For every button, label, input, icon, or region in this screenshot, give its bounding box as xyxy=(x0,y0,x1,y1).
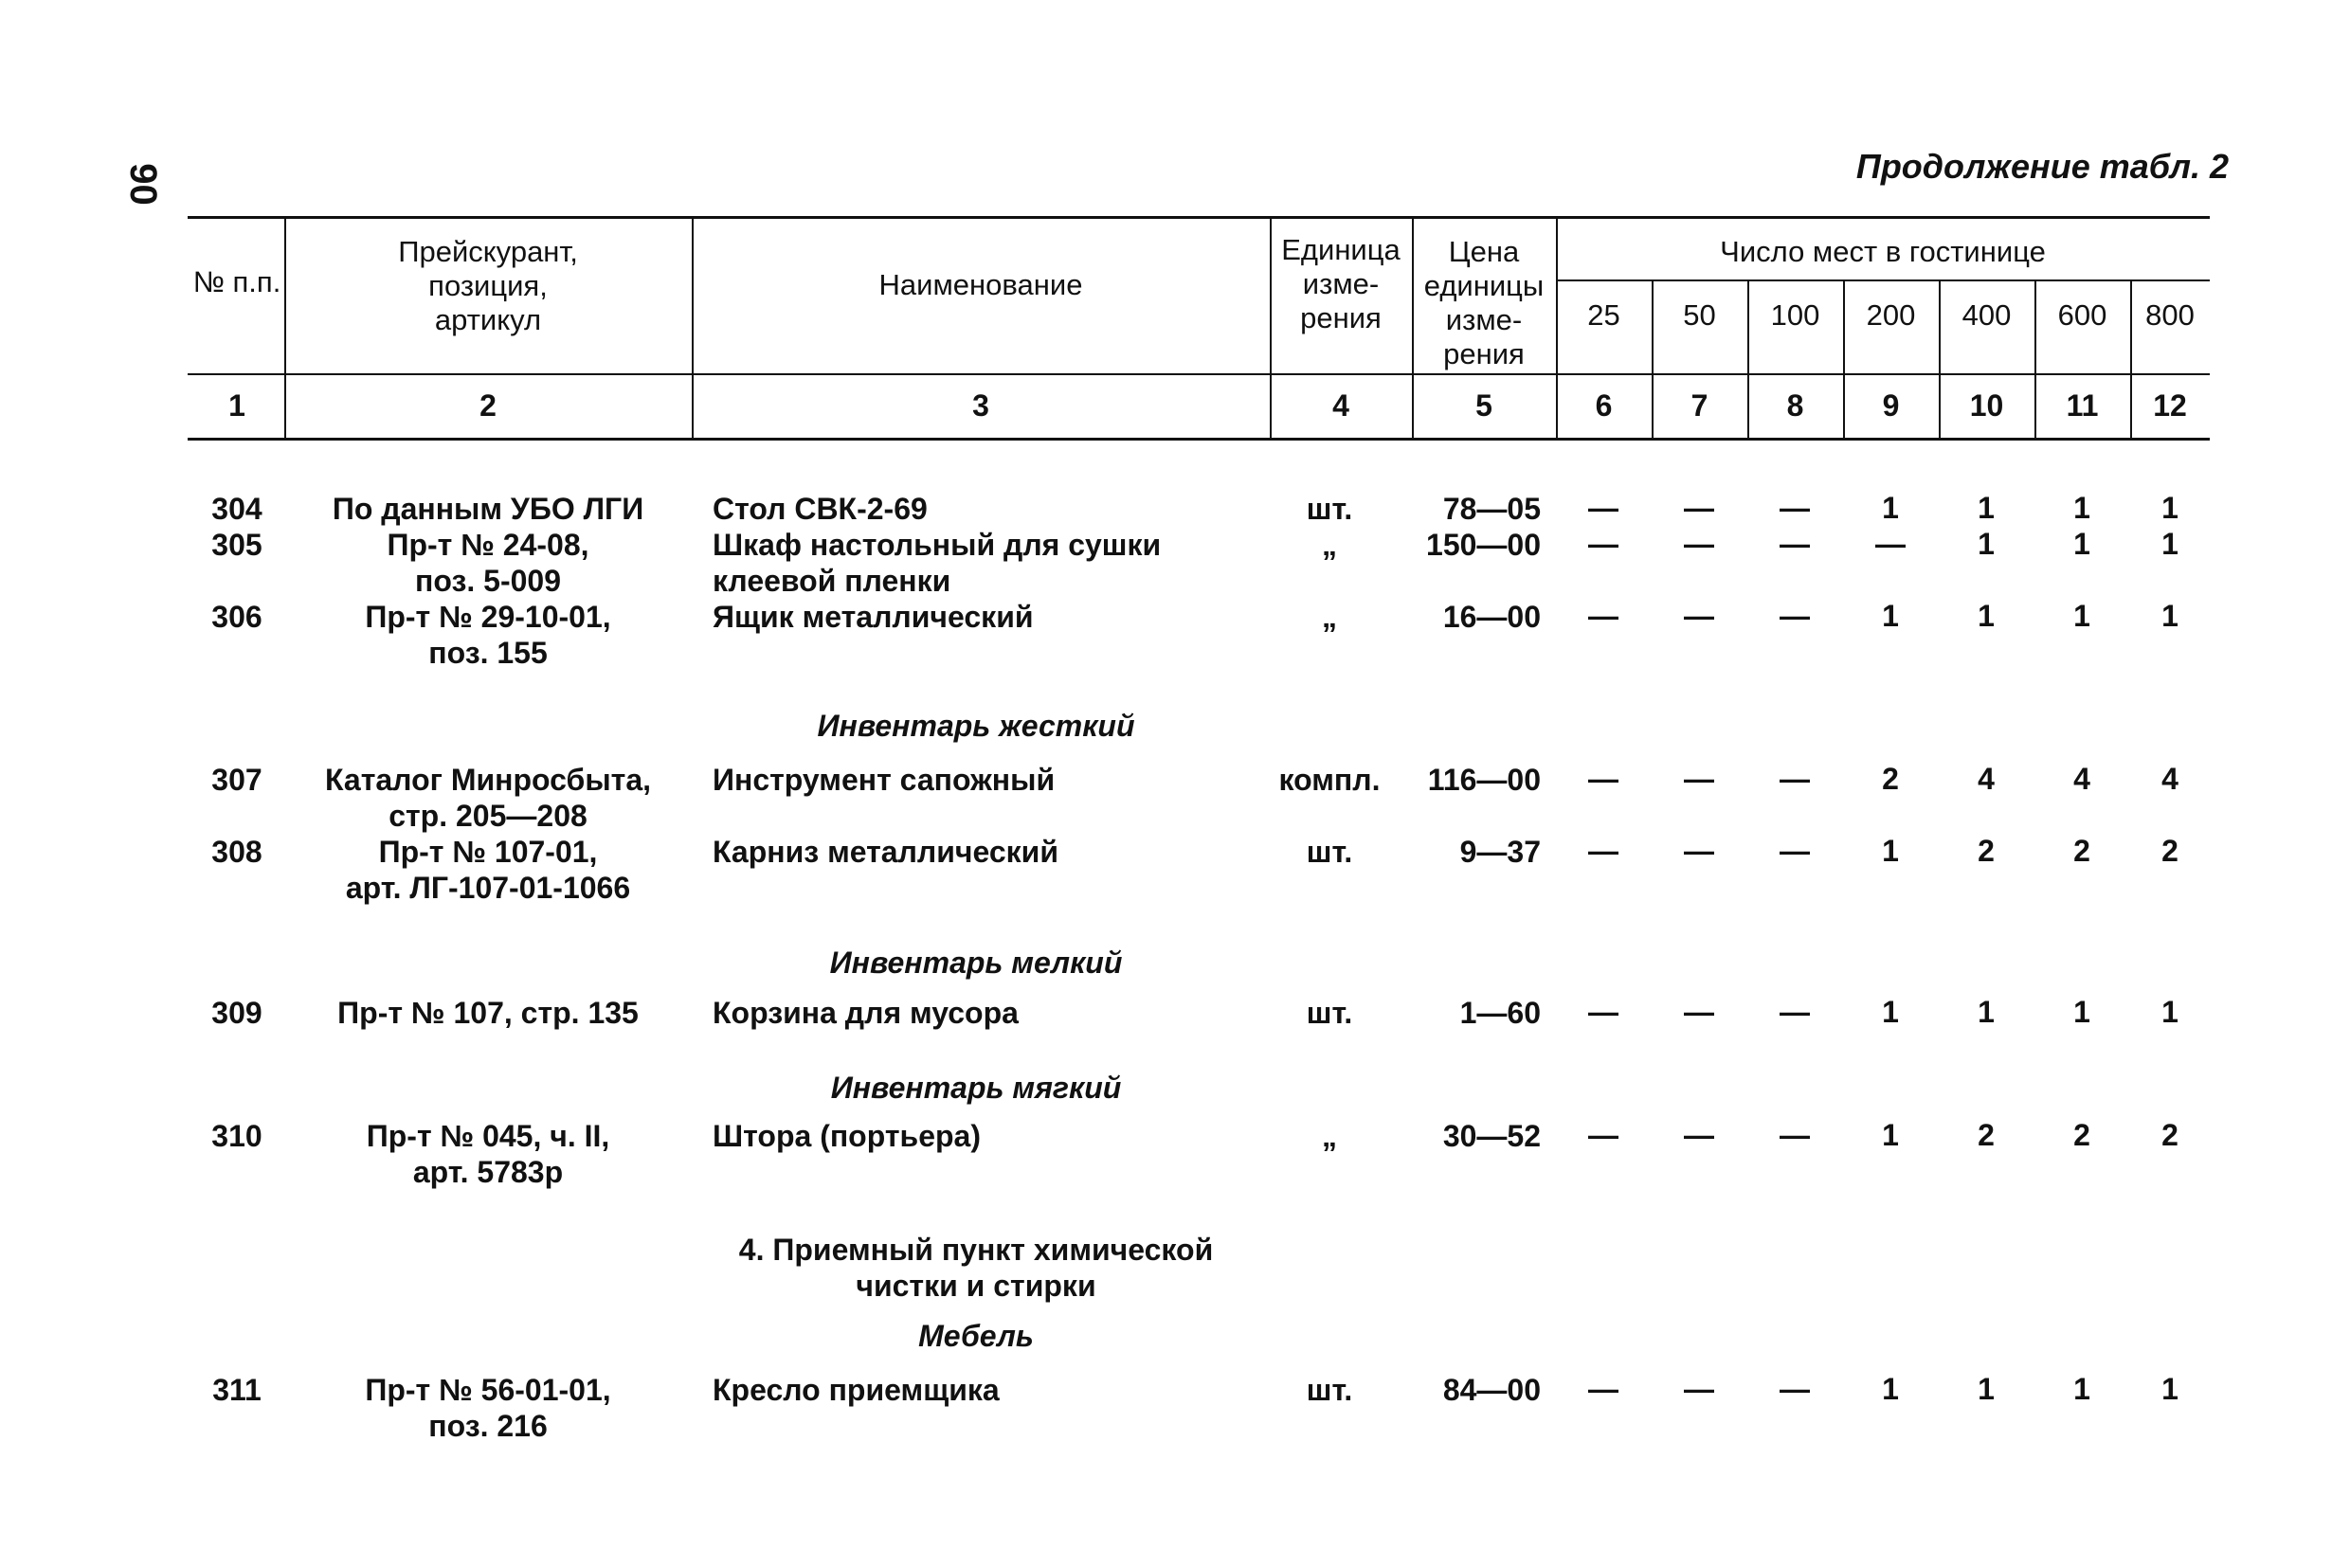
row-quantity: 2 xyxy=(1978,834,1995,868)
page-number: 90 xyxy=(121,163,164,206)
header-bottom-rule xyxy=(188,373,2210,375)
row-quantity: 4 xyxy=(2073,762,2090,796)
row-unit-price: 9—37 xyxy=(1459,835,1541,869)
row-quantity: — xyxy=(1588,599,1618,633)
row-quantity: 2 xyxy=(2161,1118,2178,1152)
row-quantity: 1 xyxy=(2073,995,2090,1029)
row-quantity: — xyxy=(1684,1118,1714,1152)
col-number: 10 xyxy=(1969,388,2004,423)
row-quantity: 1 xyxy=(1882,834,1899,868)
row-item-name: Инструмент сапожный xyxy=(713,763,1056,797)
row-quantity: — xyxy=(1588,1118,1618,1152)
row-unit-price: 78—05 xyxy=(1442,492,1541,526)
row-quantity: 1 xyxy=(2073,599,2090,633)
row-number: 309 xyxy=(211,996,262,1030)
row-unit-price: 30—52 xyxy=(1442,1119,1541,1153)
row-quantity: — xyxy=(1780,599,1810,633)
row-item-name: Стол СВК-2-69 xyxy=(713,492,928,526)
row-quantity: 1 xyxy=(1978,527,1995,561)
row-quantity: 2 xyxy=(1882,762,1899,796)
row-quantity: 1 xyxy=(2073,527,2090,561)
row-quantity: — xyxy=(1780,834,1810,868)
places-subheader-rule xyxy=(1558,279,2210,281)
row-number: 308 xyxy=(211,835,262,869)
header-places-200: 200 xyxy=(1866,298,1916,332)
row-quantity: — xyxy=(1588,995,1618,1029)
row-quantity: 4 xyxy=(1978,762,1995,796)
row-quantity: — xyxy=(1780,995,1810,1029)
row-item-name: Карниз металлический xyxy=(713,835,1059,869)
col-number: 3 xyxy=(972,388,989,423)
row-unit-price: 116—00 xyxy=(1427,763,1541,797)
row-quantity: — xyxy=(1780,1118,1810,1152)
section-hard-inventory: Инвентарь жесткий xyxy=(817,709,1135,743)
row-unit-price: 84—00 xyxy=(1442,1373,1541,1407)
row-quantity: 1 xyxy=(2073,1372,2090,1406)
row-quantity: — xyxy=(1684,527,1714,561)
row-quantity: 2 xyxy=(1978,1118,1995,1152)
row-quantity: 1 xyxy=(1882,599,1899,633)
header-cost: Цена единицы изме-рения xyxy=(1423,235,1545,370)
row-number: 305 xyxy=(211,528,262,562)
row-unit: „ xyxy=(1322,528,1337,562)
header-places-400: 400 xyxy=(1961,298,2012,332)
row-quantity: — xyxy=(1780,762,1810,796)
header-places-50: 50 xyxy=(1683,298,1716,332)
col-number: 12 xyxy=(2153,388,2187,423)
row-unit: шт. xyxy=(1306,835,1353,869)
row-quantity: — xyxy=(1588,834,1618,868)
row-pricelist: арт. ЛГ-107-01-1066 xyxy=(345,871,631,905)
row-quantity: — xyxy=(1588,527,1618,561)
row-quantity: 1 xyxy=(2161,995,2178,1029)
row-pricelist: Пр-т № 29-10-01, xyxy=(365,600,611,634)
row-unit: „ xyxy=(1322,600,1337,634)
row-quantity: — xyxy=(1588,1372,1618,1406)
row-quantity: 1 xyxy=(1882,1118,1899,1152)
col-number: 6 xyxy=(1595,388,1613,423)
row-pricelist: стр. 205—208 xyxy=(389,799,588,833)
row-unit: шт. xyxy=(1306,492,1353,526)
row-quantity: — xyxy=(1684,762,1714,796)
row-unit-price: 16—00 xyxy=(1442,600,1541,634)
row-pricelist: Пр-т № 107, стр. 135 xyxy=(337,996,639,1030)
row-pricelist: Каталог Минросбыта, xyxy=(324,763,651,797)
row-number: 306 xyxy=(211,600,262,634)
header-num: № п.п. xyxy=(192,265,281,298)
row-quantity: 2 xyxy=(2073,1118,2090,1152)
col-number: 5 xyxy=(1475,388,1492,423)
row-quantity: — xyxy=(1684,599,1714,633)
row-quantity: 1 xyxy=(1882,995,1899,1029)
row-quantity: 1 xyxy=(1978,1372,1995,1406)
header-places-25: 25 xyxy=(1587,298,1620,332)
header-price: Прейскурант, позиция, артикул xyxy=(398,235,578,336)
row-quantity: 1 xyxy=(1978,599,1995,633)
row-item-name: Ящик металлический xyxy=(713,600,1034,634)
col-number: 8 xyxy=(1786,388,1804,423)
row-unit: шт. xyxy=(1306,996,1353,1030)
colnum-bottom-rule xyxy=(188,438,2210,441)
row-number: 310 xyxy=(211,1119,262,1153)
row-pricelist: арт. 5783р xyxy=(412,1155,564,1189)
col-number: 9 xyxy=(1882,388,1900,423)
row-quantity: 1 xyxy=(2161,491,2178,525)
row-quantity: 1 xyxy=(1978,491,1995,525)
row-quantity: — xyxy=(1684,491,1714,525)
section-small-inventory: Инвентарь мелкий xyxy=(829,946,1123,980)
row-quantity: 1 xyxy=(2161,1372,2178,1406)
header-places-800: 800 xyxy=(2145,298,2195,332)
row-quantity: — xyxy=(1684,995,1714,1029)
row-quantity: — xyxy=(1684,834,1714,868)
section-furniture: Мебель xyxy=(918,1319,1034,1353)
row-pricelist: Пр-т № 24-08, xyxy=(387,528,589,562)
col-number: 2 xyxy=(479,388,497,423)
section-soft-inventory: Инвентарь мягкий xyxy=(830,1071,1122,1105)
row-quantity: 1 xyxy=(2073,491,2090,525)
row-number: 307 xyxy=(211,763,262,797)
row-pricelist: поз. 216 xyxy=(428,1409,548,1443)
row-quantity: 1 xyxy=(1978,995,1995,1029)
col-number: 7 xyxy=(1690,388,1708,423)
row-item-name: Кресло приемщика xyxy=(713,1373,1000,1407)
row-number: 311 xyxy=(212,1373,262,1407)
row-item-name: Шкаф настольный для сушки xyxy=(713,528,1162,562)
row-quantity: 1 xyxy=(2161,599,2178,633)
row-unit-price: 1—60 xyxy=(1459,996,1541,1030)
row-quantity: 2 xyxy=(2073,834,2090,868)
row-pricelist: поз. 5-009 xyxy=(415,564,561,598)
row-pricelist: поз. 155 xyxy=(428,636,548,670)
row-pricelist: Пр-т № 56-01-01, xyxy=(365,1373,611,1407)
header-places: Число мест в гостинице xyxy=(1720,235,2046,268)
row-item-name: клеевой пленки xyxy=(713,564,951,598)
row-quantity: 1 xyxy=(1882,1372,1899,1406)
row-item-name: Штора (портьера) xyxy=(713,1119,981,1153)
row-quantity: 2 xyxy=(2161,834,2178,868)
table-top-rule xyxy=(188,216,2210,219)
row-quantity: — xyxy=(1588,762,1618,796)
row-quantity: — xyxy=(1684,1372,1714,1406)
row-number: 304 xyxy=(211,492,262,526)
row-pricelist: По данным УБО ЛГИ xyxy=(332,492,644,526)
header-places-600: 600 xyxy=(2057,298,2107,332)
row-item-name: Корзина для мусора xyxy=(713,996,1019,1030)
row-quantity: — xyxy=(1588,491,1618,525)
col-number: 11 xyxy=(2066,388,2099,423)
row-quantity: — xyxy=(1875,527,1906,561)
row-quantity: — xyxy=(1780,527,1810,561)
header-name: Наименование xyxy=(878,268,1083,301)
row-unit: „ xyxy=(1322,1119,1337,1153)
row-quantity: 1 xyxy=(1882,491,1899,525)
table-continuation-label: Продолжение табл. 2 xyxy=(1855,147,2229,186)
header-places-100: 100 xyxy=(1770,298,1820,332)
row-quantity: 4 xyxy=(2161,762,2178,796)
row-quantity: — xyxy=(1780,1372,1810,1406)
col-number: 4 xyxy=(1332,388,1349,423)
chapter-4-title-line2: чистки и стирки xyxy=(856,1269,1096,1303)
row-unit-price: 150—00 xyxy=(1426,528,1541,562)
row-pricelist: Пр-т № 045, ч. II, xyxy=(366,1119,610,1153)
chapter-4-title-line1: 4. Приемный пункт химической xyxy=(738,1233,1214,1267)
col-number: 1 xyxy=(228,388,245,423)
row-pricelist: Пр-т № 107-01, xyxy=(378,835,598,869)
row-unit: шт. xyxy=(1306,1373,1353,1407)
row-quantity: — xyxy=(1780,491,1810,525)
row-quantity: 1 xyxy=(2161,527,2178,561)
row-unit: компл. xyxy=(1278,763,1381,797)
header-unit: Единица изме-рения xyxy=(1281,233,1401,334)
